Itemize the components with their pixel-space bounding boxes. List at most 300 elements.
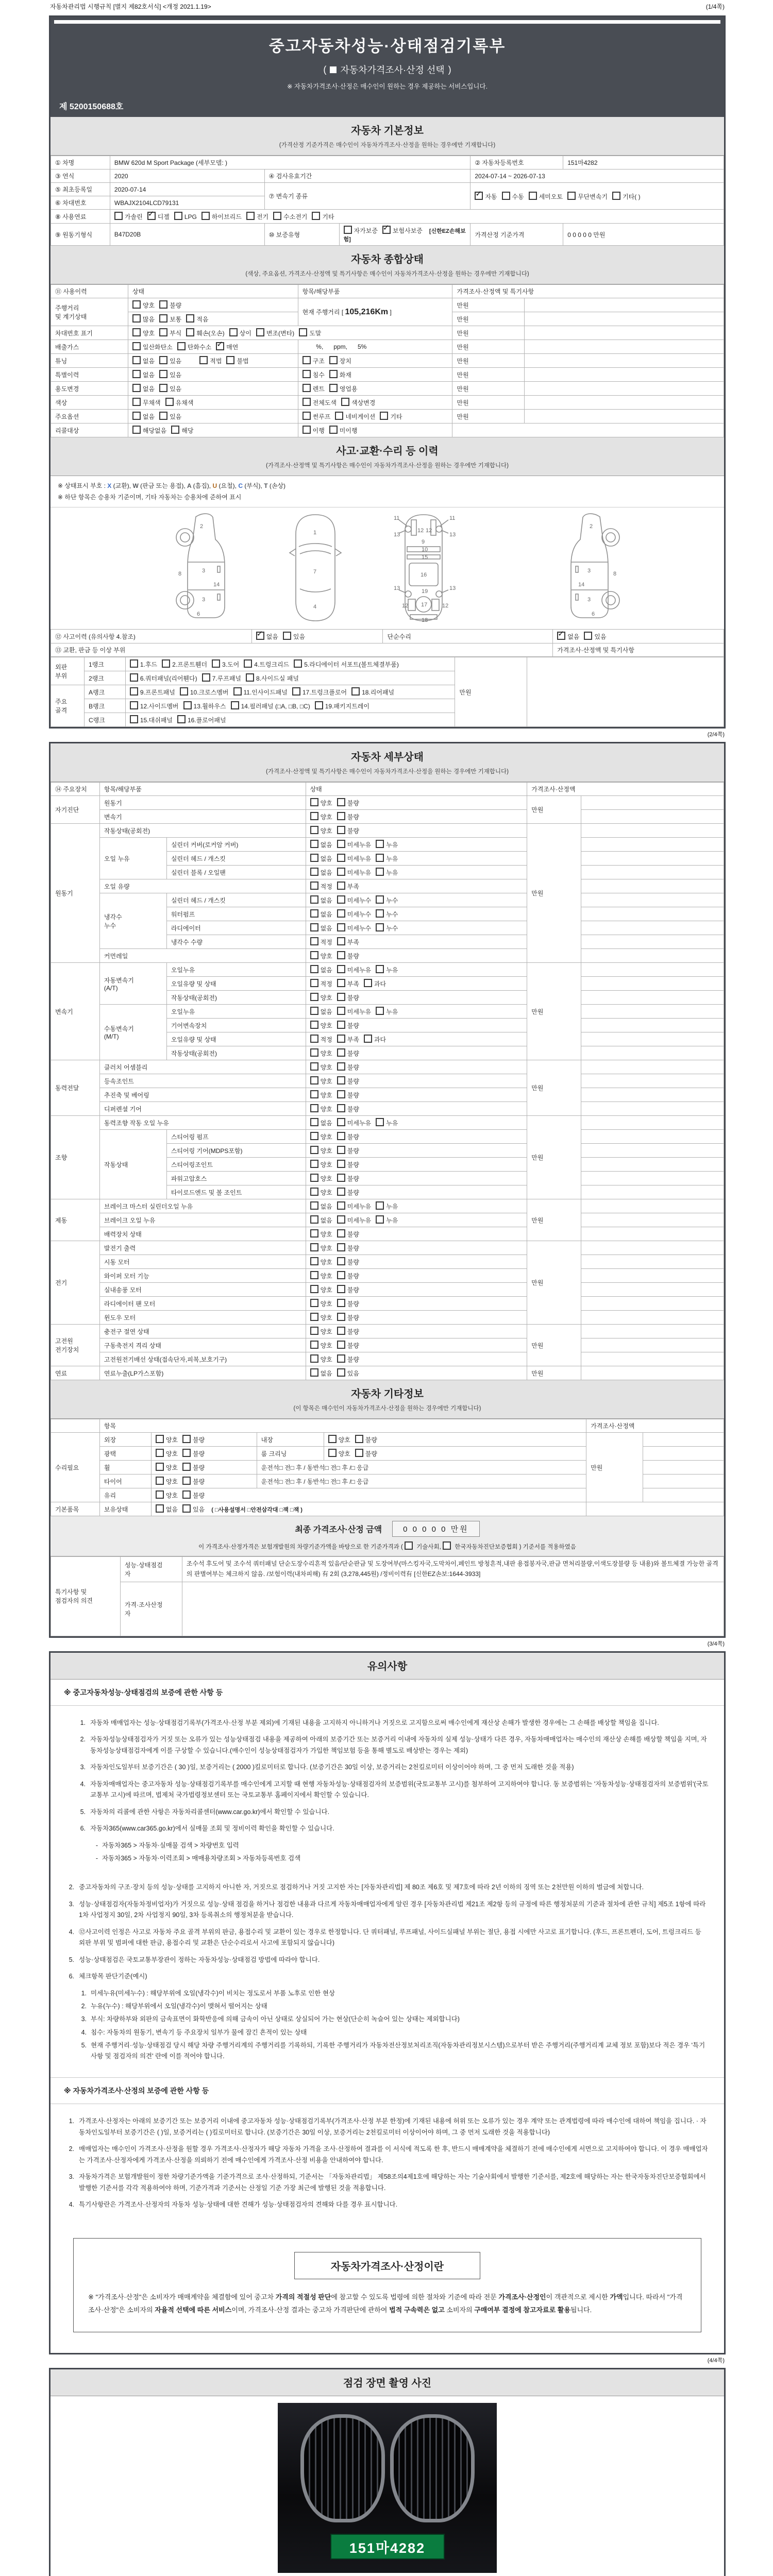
header-cell: 가격조사·산정액 — [527, 783, 724, 796]
option — [310, 979, 332, 988]
option-label: 없음 — [320, 1120, 332, 1127]
header-cell: 가격조사·산정액 및 특기사항 — [452, 285, 724, 298]
checkbox[interactable] — [310, 965, 318, 973]
checkbox[interactable] — [376, 1007, 384, 1015]
option-label: 14.필러패널 (□A, □B, □C) — [241, 703, 310, 710]
checkbox[interactable] — [310, 798, 318, 806]
text-seg: 기술사회, — [415, 1544, 443, 1551]
checkbox[interactable] — [310, 1341, 318, 1349]
checkbox[interactable] — [310, 1313, 318, 1321]
checkbox[interactable] — [329, 426, 338, 434]
checkbox[interactable] — [376, 868, 384, 876]
checkbox[interactable] — [337, 868, 345, 876]
checkbox[interactable] — [226, 356, 234, 364]
checkbox[interactable] — [337, 1090, 345, 1098]
option — [337, 1243, 359, 1252]
checkbox[interactable] — [256, 632, 264, 640]
checkbox[interactable] — [273, 212, 281, 220]
checkbox[interactable] — [156, 1463, 164, 1471]
checkbox[interactable] — [132, 356, 141, 364]
cell: 자동변속기 (A/T) — [99, 963, 166, 1005]
checkbox[interactable] — [337, 1118, 345, 1126]
cell: 주요 골격 — [51, 685, 85, 727]
checkbox[interactable] — [182, 1490, 191, 1499]
section-title: 점검 장면 촬영 사진 — [343, 2378, 432, 2389]
checkbox[interactable] — [337, 951, 345, 959]
checkbox[interactable] — [310, 1354, 318, 1363]
option-label: 양호 — [320, 827, 332, 835]
checkbox[interactable] — [337, 1174, 345, 1182]
checkbox[interactable] — [405, 1541, 413, 1550]
option-label: 양호 — [320, 994, 332, 1002]
cell: 타이로드엔드 및 볼 조인트 — [166, 1185, 306, 1199]
checkbox[interactable] — [229, 328, 238, 336]
checkbox[interactable] — [310, 1299, 318, 1307]
option-label: 부족 — [347, 1036, 359, 1044]
checkbox[interactable] — [337, 1048, 345, 1057]
checkbox[interactable] — [337, 1146, 345, 1154]
state-code-letter: X — [107, 482, 113, 489]
option-label: 불량 — [347, 827, 359, 835]
cell: 냉각수 누수 — [99, 893, 166, 949]
checkbox[interactable] — [337, 1313, 345, 1321]
option-label: 없음 — [320, 1008, 332, 1016]
notice-item — [63, 1899, 709, 1921]
cell: 운전석□ 전□ 후 / 동반석□ 전□ 후 /□ 응급 — [257, 1461, 586, 1475]
checkbox[interactable] — [337, 993, 345, 1001]
checkbox[interactable] — [303, 384, 311, 392]
option-label: 4.트렁크리드 — [254, 661, 290, 669]
option-label: 양호 — [320, 1245, 332, 1252]
checkbox[interactable] — [171, 426, 179, 434]
checkbox[interactable] — [156, 1504, 164, 1513]
checkbox[interactable] — [310, 1368, 318, 1377]
checkbox[interactable] — [159, 370, 167, 378]
checkbox[interactable] — [337, 1160, 345, 1168]
checkbox[interactable] — [233, 687, 242, 696]
checkbox[interactable] — [355, 1435, 363, 1443]
checkbox[interactable] — [132, 426, 141, 434]
cell: 작동상태 — [99, 1130, 166, 1199]
section-note: (색상, 주요옵션, 가격조사·산정액 및 특기사항은 매수인이 자동차가격조사·산정을 원하는 경우에만 기재합니다) — [245, 271, 529, 277]
cell — [525, 354, 724, 368]
checkbox[interactable] — [310, 882, 318, 890]
checkbox[interactable] — [337, 1285, 345, 1293]
checkbox[interactable] — [310, 1174, 318, 1182]
checkbox[interactable] — [376, 1201, 384, 1210]
checkbox[interactable] — [177, 342, 186, 350]
notice-subitem — [90, 1853, 709, 1864]
checkbox[interactable] — [344, 226, 352, 234]
checkbox[interactable] — [147, 212, 156, 220]
checkbox[interactable] — [355, 1449, 363, 1457]
checkbox[interactable] — [310, 951, 318, 959]
checkbox[interactable] — [310, 895, 318, 904]
checkbox[interactable] — [337, 1188, 345, 1196]
checkbox[interactable] — [114, 212, 123, 220]
price-cell: 만원 — [455, 657, 527, 727]
diagram-number: 9 — [421, 539, 425, 546]
checkbox[interactable] — [337, 1104, 345, 1112]
checkbox[interactable] — [174, 212, 182, 220]
checkbox[interactable] — [310, 1062, 318, 1071]
checkbox[interactable] — [328, 1449, 337, 1457]
table-row — [51, 1074, 724, 1088]
checkbox[interactable] — [162, 659, 170, 668]
checkbox[interactable] — [310, 993, 318, 1001]
checkbox[interactable] — [130, 673, 138, 682]
checkbox[interactable] — [132, 328, 141, 336]
checkbox[interactable] — [310, 826, 318, 834]
option-label: 16.플로어패널 — [187, 717, 226, 724]
checkbox[interactable] — [182, 1463, 191, 1471]
checkbox[interactable] — [337, 882, 345, 890]
cell: 실린더 커버(로커암 커버) — [166, 838, 306, 852]
checkbox[interactable] — [337, 1327, 345, 1335]
checkbox[interactable] — [303, 370, 311, 378]
cell: ③ 연식 — [51, 170, 110, 183]
checkbox[interactable] — [182, 1435, 191, 1443]
table-row — [51, 1005, 724, 1019]
checkbox[interactable] — [132, 300, 141, 309]
checkbox[interactable] — [337, 1257, 345, 1265]
checkbox[interactable] — [376, 854, 384, 862]
checkbox[interactable] — [335, 412, 343, 420]
checkbox[interactable] — [310, 937, 318, 945]
checkbox[interactable] — [310, 1118, 318, 1126]
checkbox[interactable] — [337, 840, 345, 848]
checkbox[interactable] — [310, 1007, 318, 1015]
checkbox[interactable] — [376, 1118, 384, 1126]
diagram-number: 8 — [178, 571, 181, 578]
item-number: 3. — [80, 1764, 86, 1771]
checkbox[interactable] — [315, 701, 323, 709]
checkbox[interactable] — [337, 1341, 345, 1349]
option-label: 없음 — [320, 925, 332, 933]
checkbox[interactable] — [202, 673, 210, 682]
option-label: 불량 — [347, 800, 359, 807]
checkbox[interactable] — [130, 715, 138, 723]
option-label: 적정 — [320, 1036, 332, 1044]
checkbox[interactable] — [159, 384, 167, 392]
checkbox[interactable] — [132, 370, 141, 378]
diagram-number: 2 — [589, 523, 593, 530]
item-text: 자동차성능상태점검자가 거짓 또는 오류가 있는 성능상태점검 내용을 제공하여 아래의 보증기간 또는 보증거리 이내에 자동차의 실제 성능·상태가 다른 경우, 자동차매매업자는 매수인의 재산상 손해를 배상할 책임을 지며, 자동차성능상태점검자에게 이를 구상할 수 있습니다.(매수인이 성능상태점검자가 가입한 책임보험 등을 통해 별도로 배상받는 경우는 제외) — [90, 1736, 707, 1754]
checkbox[interactable] — [337, 1021, 345, 1029]
option — [182, 1477, 205, 1486]
checkbox[interactable] — [337, 1299, 345, 1307]
checkbox[interactable] — [310, 1243, 318, 1251]
option-label: 없음 — [320, 897, 332, 905]
checkbox[interactable] — [180, 687, 188, 696]
notice-item — [74, 1762, 709, 1773]
checkbox[interactable] — [182, 1504, 191, 1513]
subitem-text: 미세누유(미세누수) : 해당부위에 오일(냉각수)이 비치는 정도로서 부품 노후로 인한 현상 — [91, 1989, 335, 1997]
checkbox[interactable] — [159, 412, 167, 420]
checkbox[interactable] — [337, 937, 345, 945]
checkbox[interactable] — [475, 192, 483, 200]
checkbox[interactable] — [337, 965, 345, 973]
checkbox[interactable] — [329, 384, 338, 392]
checkbox[interactable] — [294, 659, 302, 668]
checkbox[interactable] — [310, 979, 318, 987]
checkbox[interactable] — [159, 300, 167, 309]
checkbox[interactable] — [244, 659, 252, 668]
checkbox[interactable] — [310, 1201, 318, 1210]
checkbox[interactable] — [376, 1215, 384, 1224]
checkbox[interactable] — [376, 895, 384, 904]
checkbox[interactable] — [337, 1062, 345, 1071]
cell — [525, 368, 724, 382]
checkbox[interactable] — [443, 1541, 451, 1550]
checkbox[interactable] — [132, 342, 141, 350]
checkbox[interactable] — [130, 701, 138, 709]
checkbox[interactable] — [337, 1076, 345, 1084]
option — [376, 1118, 398, 1127]
checkbox[interactable] — [376, 923, 384, 931]
checkbox[interactable] — [310, 1257, 318, 1265]
checkbox[interactable] — [310, 1076, 318, 1084]
checkbox[interactable] — [310, 1271, 318, 1279]
checkbox[interactable] — [337, 1243, 345, 1251]
checkbox[interactable] — [303, 426, 311, 434]
checkbox[interactable] — [303, 398, 311, 406]
diagram-number: 12 — [401, 603, 408, 609]
checkbox[interactable] — [310, 1132, 318, 1140]
option-label: 양호 — [320, 1314, 332, 1322]
option — [329, 384, 358, 393]
checkbox[interactable] — [132, 398, 141, 406]
checkbox[interactable] — [337, 1215, 345, 1224]
checkbox[interactable] — [183, 701, 192, 709]
diagram-number: 1 — [313, 530, 316, 536]
option-label: 3.도어 — [222, 661, 240, 669]
checkbox[interactable] — [132, 384, 141, 392]
selection-box-icon[interactable] — [330, 66, 337, 73]
option — [147, 212, 170, 221]
cell: %, ppm, 5% — [298, 340, 452, 354]
cell: 휠 — [99, 1461, 151, 1475]
checkbox[interactable] — [165, 398, 174, 406]
checkbox[interactable] — [310, 1048, 318, 1057]
checkbox[interactable] — [567, 192, 576, 200]
checkbox[interactable] — [364, 1035, 372, 1043]
checkbox[interactable] — [502, 192, 510, 200]
checkbox[interactable] — [186, 328, 194, 336]
checkbox[interactable] — [310, 812, 318, 820]
option — [310, 1021, 332, 1030]
checkbox[interactable] — [364, 979, 372, 987]
checkbox[interactable] — [337, 1354, 345, 1363]
checkbox[interactable] — [303, 356, 311, 364]
cell — [581, 1325, 724, 1338]
checkbox[interactable] — [310, 1090, 318, 1098]
text-seg: 법적 구속력은 없고 — [389, 2306, 445, 2314]
checkbox[interactable] — [337, 854, 345, 862]
cell: A랭크 — [84, 685, 125, 699]
checkbox[interactable] — [132, 412, 141, 420]
notice-heading: ※ 중고자동차성능·상태점검의 보증에 관한 사항 등 — [51, 1680, 724, 1706]
checkbox[interactable] — [380, 412, 388, 420]
option — [310, 1229, 332, 1239]
option — [310, 1146, 332, 1155]
option-label: 불량 — [347, 1245, 359, 1252]
cell — [128, 410, 298, 423]
checkbox[interactable] — [292, 687, 300, 696]
checkbox[interactable] — [337, 1035, 345, 1043]
subitem-text: 누유(누수) : 해당부위에서 오일(냉각수)이 맺혀서 떨어지는 상태 — [91, 2003, 267, 2010]
checkbox[interactable] — [159, 314, 167, 323]
checkbox[interactable] — [529, 192, 537, 200]
checkbox[interactable] — [303, 412, 311, 420]
diagram-number: 12 — [425, 528, 432, 534]
checkbox[interactable] — [130, 687, 138, 696]
checkbox[interactable] — [557, 632, 565, 640]
checkbox[interactable] — [177, 715, 186, 723]
cell: 윈도우 모터 — [99, 1311, 306, 1325]
cell — [151, 1461, 257, 1475]
checkbox[interactable] — [310, 1160, 318, 1168]
cell: ② 자동차등록번호 — [470, 156, 563, 170]
checkbox[interactable] — [299, 328, 307, 336]
checkbox[interactable] — [156, 1449, 164, 1457]
option-label: 누유 — [386, 1008, 398, 1016]
checkbox[interactable] — [584, 632, 592, 640]
option-label: 적음 — [196, 316, 209, 323]
checkbox[interactable] — [337, 826, 345, 834]
cell — [306, 1172, 527, 1185]
checkbox[interactable] — [310, 868, 318, 876]
checkbox[interactable] — [310, 854, 318, 862]
option — [303, 412, 331, 421]
item-number: 1. — [80, 1719, 86, 1726]
checkbox[interactable] — [182, 1449, 191, 1457]
cell — [643, 1447, 724, 1461]
cell: 단순수리 — [383, 630, 553, 643]
checkbox[interactable] — [337, 1229, 345, 1238]
checkbox[interactable] — [310, 1327, 318, 1335]
checkbox[interactable] — [310, 1035, 318, 1043]
option — [337, 868, 371, 877]
checkbox[interactable] — [159, 328, 167, 336]
checkbox[interactable] — [337, 923, 345, 931]
cell: 파워고압호스 — [166, 1172, 306, 1185]
table-row — [51, 1116, 724, 1130]
checkbox[interactable] — [159, 356, 167, 364]
checkbox[interactable] — [337, 1007, 345, 1015]
subtitle-label: 자동차가격조사·산정 선택 — [340, 65, 445, 75]
option-label: 기타 — [322, 213, 334, 221]
checkbox[interactable] — [310, 1104, 318, 1112]
cell — [306, 1185, 527, 1199]
checkbox[interactable] — [130, 659, 138, 668]
option-label: 불량 — [347, 1314, 359, 1322]
checkbox[interactable] — [329, 356, 338, 364]
checkbox[interactable] — [337, 812, 345, 820]
checkbox[interactable] — [337, 895, 345, 904]
checkbox[interactable] — [328, 1435, 337, 1443]
checkbox[interactable] — [186, 314, 194, 323]
option — [310, 1299, 332, 1308]
checkbox[interactable] — [337, 1368, 345, 1377]
checkbox[interactable] — [337, 1271, 345, 1279]
cell — [581, 838, 724, 852]
checkbox[interactable] — [156, 1490, 164, 1499]
cell — [306, 852, 527, 866]
checkbox[interactable] — [212, 659, 220, 668]
checkbox[interactable] — [132, 314, 141, 323]
checkbox[interactable] — [182, 1477, 191, 1485]
checkbox[interactable] — [310, 1021, 318, 1029]
checkbox[interactable] — [216, 342, 224, 350]
table-row — [51, 1060, 724, 1074]
cell: 라디에이터 — [166, 921, 306, 935]
checkbox[interactable] — [337, 798, 345, 806]
state-codes — [58, 481, 717, 492]
checkbox[interactable] — [337, 1132, 345, 1140]
option-label: 양호 — [165, 1492, 178, 1500]
checkbox[interactable] — [310, 1285, 318, 1293]
checkbox[interactable] — [246, 673, 254, 682]
checkbox[interactable] — [382, 226, 391, 234]
checkbox[interactable] — [256, 328, 264, 336]
checkbox[interactable] — [199, 356, 208, 364]
checkbox[interactable] — [156, 1435, 164, 1443]
checkbox[interactable] — [337, 979, 345, 987]
cell: 조향 — [51, 1116, 100, 1199]
option-label: 불량 — [347, 1050, 359, 1058]
checkbox[interactable] — [283, 632, 291, 640]
checkbox[interactable] — [310, 840, 318, 848]
checkbox[interactable] — [156, 1477, 164, 1485]
checkbox[interactable] — [231, 701, 239, 709]
checkbox[interactable] — [310, 923, 318, 931]
checkbox[interactable] — [376, 909, 384, 918]
checkbox[interactable] — [310, 1215, 318, 1224]
checkbox[interactable] — [201, 212, 210, 220]
option-label: 미이행 — [339, 427, 358, 434]
price-cell: 만원 — [586, 1433, 643, 1502]
cell — [527, 657, 724, 727]
option — [310, 1201, 332, 1211]
option — [310, 1174, 332, 1183]
text-seg: 가격조사·산정인 — [498, 2293, 546, 2301]
checkbox[interactable] — [310, 1229, 318, 1238]
checkbox[interactable] — [310, 1146, 318, 1154]
cell — [525, 396, 724, 410]
cell — [581, 991, 724, 1005]
item-text: 성능·상태점검은 국토교통부장관이 정하는 자동차성능·상태점검 방법에 따라야 합니다. — [79, 1956, 320, 1963]
option — [132, 398, 161, 407]
checkbox[interactable] — [341, 398, 349, 406]
checkbox[interactable] — [312, 212, 320, 220]
checkbox[interactable] — [612, 192, 620, 200]
option — [226, 356, 248, 365]
checkbox[interactable] — [310, 1188, 318, 1196]
checkbox[interactable] — [376, 840, 384, 848]
option — [337, 826, 359, 835]
checkbox[interactable] — [337, 1201, 345, 1210]
checkbox[interactable] — [351, 687, 360, 696]
checkbox[interactable] — [337, 909, 345, 918]
checkbox[interactable] — [246, 212, 255, 220]
checkbox[interactable] — [310, 909, 318, 918]
cell — [581, 1102, 724, 1116]
checkbox[interactable] — [329, 370, 338, 378]
checkbox[interactable] — [376, 965, 384, 973]
table-row — [51, 156, 724, 170]
cell: 보유상태 — [99, 1502, 151, 1516]
